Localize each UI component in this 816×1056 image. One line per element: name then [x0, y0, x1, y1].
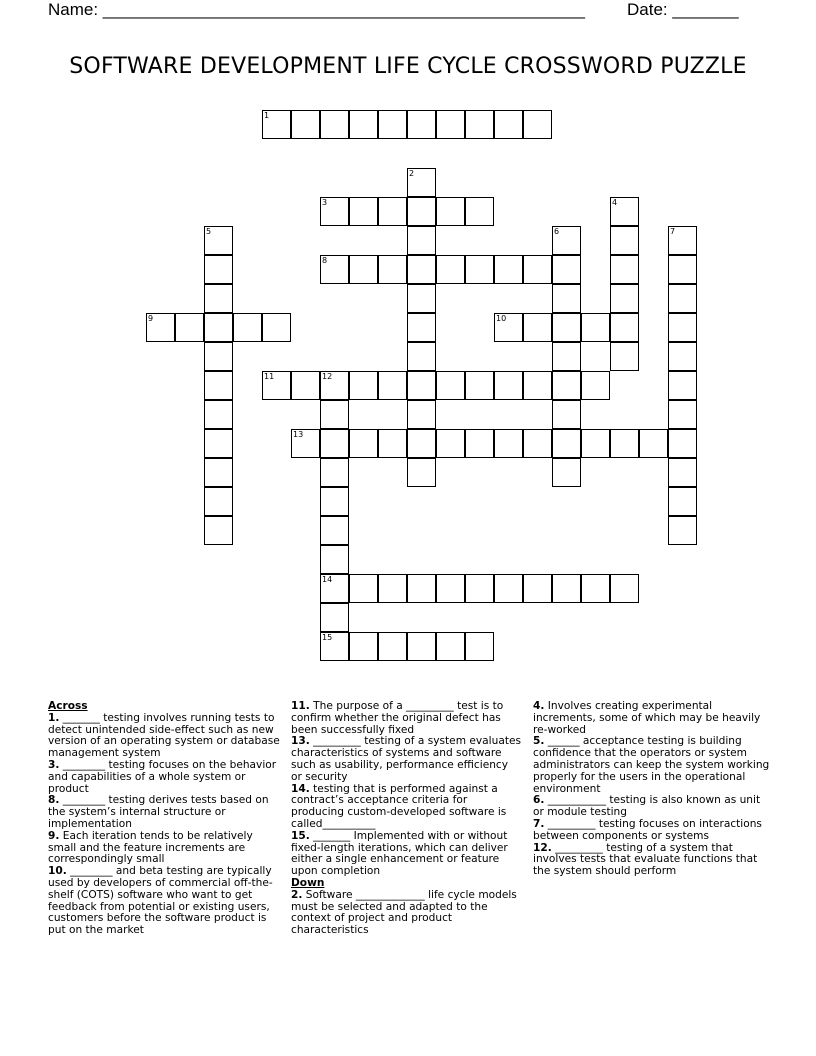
- clue-down-5: 5. ______ acceptance testing is building confidence that the operators or system administrators can keep the system working properly for the users in the operational environment: [533, 735, 770, 795]
- grid-cell[interactable]: [436, 574, 465, 603]
- grid-cell[interactable]: [552, 371, 581, 400]
- name-field-label: Name: ___________________________________________________: [48, 0, 585, 19]
- grid-cell[interactable]: [378, 632, 407, 661]
- grid-cell[interactable]: [436, 110, 465, 139]
- grid-cell[interactable]: [465, 574, 494, 603]
- grid-cell[interactable]: [262, 110, 291, 139]
- clue-across-8: 8. ________ testing derives tests based on the system’s internal structure or implementation: [48, 794, 269, 830]
- grid-cell[interactable]: [610, 429, 639, 458]
- grid-cell[interactable]: [552, 458, 581, 487]
- clue-number: 5: [206, 227, 212, 236]
- clue-number: 8: [322, 256, 328, 265]
- clue-number: 14: [322, 575, 333, 584]
- clue-number: 7: [670, 227, 676, 236]
- grid-cell[interactable]: [291, 110, 320, 139]
- grid-cell[interactable]: [204, 371, 233, 400]
- grid-cell[interactable]: [204, 342, 233, 371]
- grid-cell[interactable]: [668, 487, 697, 516]
- clues-column-2: [291, 701, 521, 937]
- grid-cell[interactable]: [610, 574, 639, 603]
- grid-cell[interactable]: [494, 371, 523, 400]
- grid-cell[interactable]: [349, 371, 378, 400]
- clue-down-7: 7. _________ testing focuses on interactions between components or systems: [533, 817, 762, 842]
- grid-cell[interactable]: [146, 313, 175, 342]
- grid-cell[interactable]: [436, 255, 465, 284]
- across-heading: Across: [48, 700, 88, 712]
- grid-cell[interactable]: [378, 574, 407, 603]
- grid-cell[interactable]: [204, 284, 233, 313]
- grid-cell[interactable]: [233, 313, 262, 342]
- grid-cell[interactable]: [320, 632, 349, 661]
- grid-cell[interactable]: [204, 226, 233, 255]
- clue-number: 12: [322, 372, 333, 381]
- grid-cell[interactable]: [175, 313, 204, 342]
- grid-cell[interactable]: [204, 458, 233, 487]
- grid-cell[interactable]: [407, 429, 436, 458]
- grid-cell[interactable]: [552, 429, 581, 458]
- grid-cell[interactable]: [552, 255, 581, 284]
- grid-cell[interactable]: [407, 226, 436, 255]
- grid-cell[interactable]: [668, 284, 697, 313]
- grid-cell[interactable]: [581, 574, 610, 603]
- grid-cell[interactable]: [378, 371, 407, 400]
- grid-cell[interactable]: [407, 197, 436, 226]
- grid-cell[interactable]: [465, 110, 494, 139]
- grid-cell[interactable]: [349, 632, 378, 661]
- grid-cell[interactable]: [407, 342, 436, 371]
- grid-cell[interactable]: [320, 429, 349, 458]
- grid-cell[interactable]: [262, 313, 291, 342]
- grid-cell[interactable]: [668, 255, 697, 284]
- grid-cell[interactable]: [407, 313, 436, 342]
- grid-cell[interactable]: [204, 516, 233, 545]
- down-heading: Down: [291, 876, 325, 889]
- grid-cell[interactable]: [407, 255, 436, 284]
- clues-column-3: [533, 701, 771, 878]
- clue-down-6: 6. ___________ testing is also known as unit or module testing: [533, 794, 761, 819]
- grid-cell[interactable]: [349, 110, 378, 139]
- grid-cell[interactable]: [668, 516, 697, 545]
- grid-cell[interactable]: [378, 197, 407, 226]
- grid-cell[interactable]: [610, 226, 639, 255]
- grid-cell[interactable]: [523, 429, 552, 458]
- grid-cell[interactable]: [291, 371, 320, 400]
- grid-cell[interactable]: [407, 458, 436, 487]
- clue-number: 6: [554, 227, 560, 236]
- grid-cell[interactable]: [552, 284, 581, 313]
- grid-cell[interactable]: [262, 371, 291, 400]
- grid-cell[interactable]: [407, 284, 436, 313]
- grid-cell[interactable]: [552, 313, 581, 342]
- grid-cell[interactable]: [407, 371, 436, 400]
- grid-cell[interactable]: [523, 574, 552, 603]
- grid-cell[interactable]: [552, 226, 581, 255]
- clue-number: 3: [322, 198, 328, 207]
- grid-cell[interactable]: [552, 574, 581, 603]
- grid-cell[interactable]: [407, 400, 436, 429]
- grid-cell[interactable]: [320, 603, 349, 632]
- grid-cell[interactable]: [436, 371, 465, 400]
- grid-cell[interactable]: [407, 632, 436, 661]
- grid-cell[interactable]: [465, 255, 494, 284]
- grid-cell[interactable]: [465, 197, 494, 226]
- clue-across-13: 13. _________ testing of a system evaluates characteristics of systems and software such as usability, performance efficiency or security: [291, 735, 522, 783]
- grid-cell[interactable]: [349, 574, 378, 603]
- clues-column-1: [48, 701, 280, 937]
- clue-down-4: 4. Involves creating experimental increments, some of which may be heavily re-worked: [533, 700, 761, 736]
- clue-across-11: 11. The purpose of a _________ test is to confirm whether the original defect has been successfully fixed: [291, 700, 504, 736]
- clue-across-15: 15. _______ Implemented with or without fixed-length iterations, which can deliver either a single enhancement or feature upon completion: [291, 829, 508, 878]
- clue-number: 9: [148, 314, 154, 323]
- clue-number: 11: [264, 372, 275, 381]
- grid-cell[interactable]: [494, 313, 523, 342]
- grid-cell[interactable]: [523, 110, 552, 139]
- clue-across-14: 14. testing that is performed against a contract’s acceptance criteria for producing custom-developed software is called__________: [291, 782, 507, 830]
- grid-cell[interactable]: [581, 429, 610, 458]
- clue-number: 1: [264, 111, 270, 120]
- grid-cell[interactable]: [465, 632, 494, 661]
- grid-cell[interactable]: [436, 632, 465, 661]
- grid-cell[interactable]: [320, 197, 349, 226]
- grid-cell[interactable]: [581, 313, 610, 342]
- grid-cell[interactable]: [436, 197, 465, 226]
- clue-across-1: 1. _______ testing involves running tests to detect unintended side-effect such as new version of an operating system or database management system: [48, 711, 280, 760]
- grid-cell[interactable]: [668, 400, 697, 429]
- grid-cell[interactable]: [494, 110, 523, 139]
- grid-cell[interactable]: [378, 429, 407, 458]
- grid-cell[interactable]: [204, 400, 233, 429]
- clue-across-3: 3. ________ testing focuses on the behavior and capabilities of a whole system or product: [48, 758, 277, 795]
- grid-cell[interactable]: [378, 110, 407, 139]
- grid-cell[interactable]: [668, 313, 697, 342]
- grid-cell[interactable]: [668, 226, 697, 255]
- grid-cell[interactable]: [349, 197, 378, 226]
- clue-across-9: 9. Each iteration tends to be relatively small and the feature increments are correspondingly small: [48, 829, 253, 866]
- grid-cell[interactable]: [610, 313, 639, 342]
- clue-number: 10: [496, 314, 507, 323]
- grid-cell[interactable]: [494, 255, 523, 284]
- grid-cell[interactable]: [320, 458, 349, 487]
- clue-number: 15: [322, 633, 333, 642]
- grid-cell[interactable]: [523, 371, 552, 400]
- grid-cell[interactable]: [668, 429, 697, 458]
- grid-cell[interactable]: [320, 110, 349, 139]
- grid-cell[interactable]: [204, 487, 233, 516]
- grid-cell[interactable]: [320, 574, 349, 603]
- grid-cell[interactable]: [465, 371, 494, 400]
- grid-cell[interactable]: [320, 545, 349, 574]
- clue-down-2: 2. Software _____________ life cycle models must be selected and adapted to the context of project and product characteristics: [291, 888, 517, 937]
- grid-cell[interactable]: [320, 487, 349, 516]
- date-field-label: Date: _______: [627, 0, 739, 19]
- clue-number: 13: [293, 430, 304, 439]
- grid-cell[interactable]: [581, 371, 610, 400]
- grid-cell[interactable]: [552, 342, 581, 371]
- grid-cell[interactable]: [407, 110, 436, 139]
- clue-number: 4: [612, 198, 618, 207]
- grid-cell[interactable]: [668, 342, 697, 371]
- grid-cell[interactable]: [668, 371, 697, 400]
- grid-cell[interactable]: [320, 516, 349, 545]
- grid-cell[interactable]: [349, 255, 378, 284]
- page-title: SOFTWARE DEVELOPMENT LIFE CYCLE CROSSWORD PUZZLE: [69, 54, 747, 79]
- grid-cell[interactable]: [610, 342, 639, 371]
- grid-cell[interactable]: [204, 313, 233, 342]
- grid-cell[interactable]: [378, 255, 407, 284]
- grid-cell[interactable]: [523, 255, 552, 284]
- clue-down-12: 12. _________ testing of a system that involves tests that evaluate functions that the system should perform: [533, 841, 758, 878]
- grid-cell[interactable]: [610, 284, 639, 313]
- clue-number: 2: [409, 169, 415, 178]
- grid-cell[interactable]: [320, 255, 349, 284]
- grid-cell[interactable]: [320, 371, 349, 400]
- grid-cell[interactable]: [204, 429, 233, 458]
- clue-across-10: 10. ________ and beta testing are typically used by developers of commercial off-the-shelf (COTS) software who want to get feedback from potential or existing users, customers before the software product is put on the market: [48, 865, 273, 937]
- grid-cell[interactable]: [291, 429, 320, 458]
- grid-cell[interactable]: [552, 400, 581, 429]
- grid-cell[interactable]: [204, 255, 233, 284]
- grid-cell[interactable]: [610, 255, 639, 284]
- grid-cell[interactable]: [436, 429, 465, 458]
- grid-cell[interactable]: [349, 429, 378, 458]
- grid-cell[interactable]: [407, 168, 436, 197]
- grid-cell[interactable]: [320, 400, 349, 429]
- grid-cell[interactable]: [639, 429, 668, 458]
- grid-cell[interactable]: [523, 313, 552, 342]
- grid-cell[interactable]: [610, 197, 639, 226]
- grid-cell[interactable]: [494, 574, 523, 603]
- grid-cell[interactable]: [494, 429, 523, 458]
- grid-cell[interactable]: [465, 429, 494, 458]
- grid-cell[interactable]: [668, 458, 697, 487]
- grid-cell[interactable]: [407, 574, 436, 603]
